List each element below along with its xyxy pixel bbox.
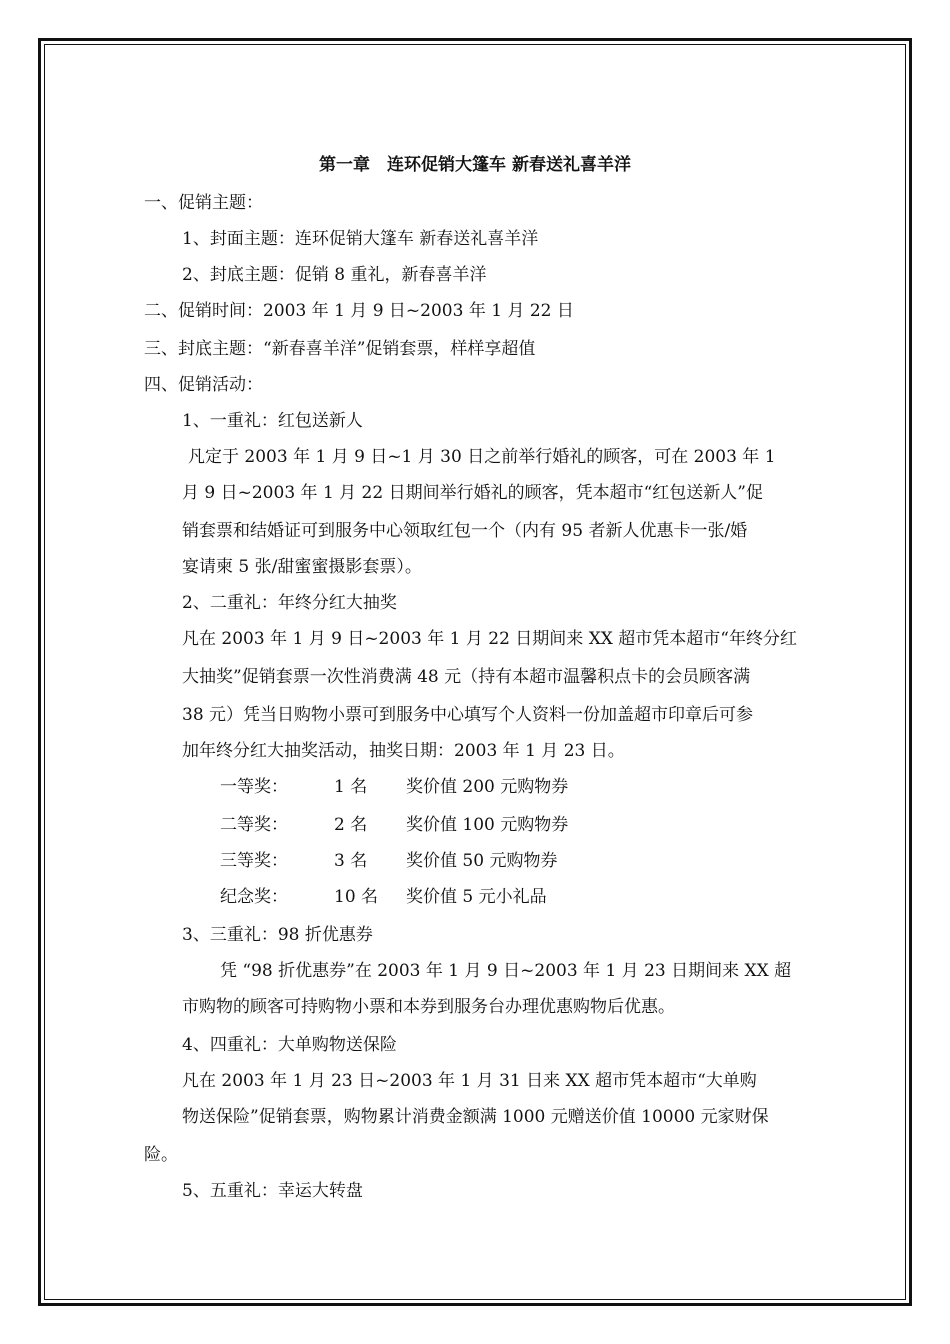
prize-level: 纪念奖： (220, 887, 288, 907)
paragraph-line: 险。 (144, 1145, 178, 1165)
activity-title: 2、二重礼：年终分红大抽奖 (182, 593, 397, 613)
paragraph-line: 38 元）凭当日购物小票可到服务中心填写个人资料一份加盖超市印章后可参 (182, 705, 754, 725)
activity-title: 4、四重礼：大单购物送保险 (182, 1035, 397, 1055)
prize-value: 奖价值 50 元购物券 (406, 851, 558, 871)
paragraph-line: 物送保险”促销套票，购物累计消费金额满 1000 元赠送价值 10000 元家财保 (182, 1107, 769, 1127)
paragraph-line: 加年终分红大抽奖活动，抽奖日期：2003 年 1 月 23 日。 (182, 741, 625, 761)
paragraph-line: 宴请柬 5 张/甜蜜蜜摄影套票）。 (182, 557, 422, 577)
prize-count: 3 名 (334, 851, 368, 871)
prize-value: 奖价值 200 元购物券 (406, 777, 569, 797)
paragraph-line: 销套票和结婚证可到服务中心领取红包一个（内有 95 者新人优惠卡一张/婚 (182, 521, 748, 541)
prize-count: 10 名 (334, 887, 379, 907)
text-line: 1、封面主题：连环促销大篷车 新春送礼喜羊洋 (182, 229, 539, 249)
prize-count: 1 名 (334, 777, 368, 797)
prize-value: 奖价值 5 元小礼品 (406, 887, 547, 907)
section-heading: 一、促销主题： (144, 193, 263, 213)
activity-title: 3、三重礼：98 折优惠券 (182, 925, 373, 945)
activity-title: 5、五重礼：幸运大转盘 (182, 1181, 363, 1201)
paragraph-line: 月 9 日~2003 年 1 月 22 日期间举行婚礼的顾客，凭本超市“红包送新人”促 (182, 483, 763, 503)
paragraph-line: 大抽奖”促销套票一次性消费满 48 元（持有本超市温馨积点卡的会员顾客满 (182, 667, 751, 687)
prize-level: 一等奖： (220, 777, 288, 797)
prize-level: 三等奖： (220, 851, 288, 871)
prize-level: 二等奖： (220, 815, 288, 835)
prize-value: 奖价值 100 元购物券 (406, 815, 569, 835)
section-heading: 四、促销活动： (144, 375, 263, 395)
prize-count: 2 名 (334, 815, 368, 835)
paragraph-line: 凭 “98 折优惠券”在 2003 年 1 月 9 日~2003 年 1 月 23 日期间来 XX 超 (220, 961, 792, 981)
chapter-title: 第一章 连环促销大篷车 新春送礼喜羊洋 (319, 155, 631, 175)
paragraph-line: 市购物的顾客可持购物小票和本券到服务台办理优惠购物后优惠。 (182, 997, 675, 1017)
section-heading: 二、促销时间：2003 年 1 月 9 日~2003 年 1 月 22 日 (144, 301, 574, 321)
activity-title: 1、一重礼：红包送新人 (182, 411, 363, 431)
paragraph-line: 凡定于 2003 年 1 月 9 日~1 月 30 日之前举行婚礼的顾客，可在 2003 年 1 (188, 447, 776, 467)
paragraph-line: 凡在 2003 年 1 月 9 日~2003 年 1 月 22 日期间来 XX 超市凭本超市“年终分红 (182, 629, 797, 649)
paragraph-line: 凡在 2003 年 1 月 23 日~2003 年 1 月 31 日来 XX 超市凭本超市“大单购 (182, 1071, 757, 1091)
text-line: 2、封底主题：促销 8 重礼，新春喜羊洋 (182, 265, 487, 285)
section-heading: 三、封底主题：“新春喜羊洋”促销套票，样样享超值 (144, 339, 536, 359)
